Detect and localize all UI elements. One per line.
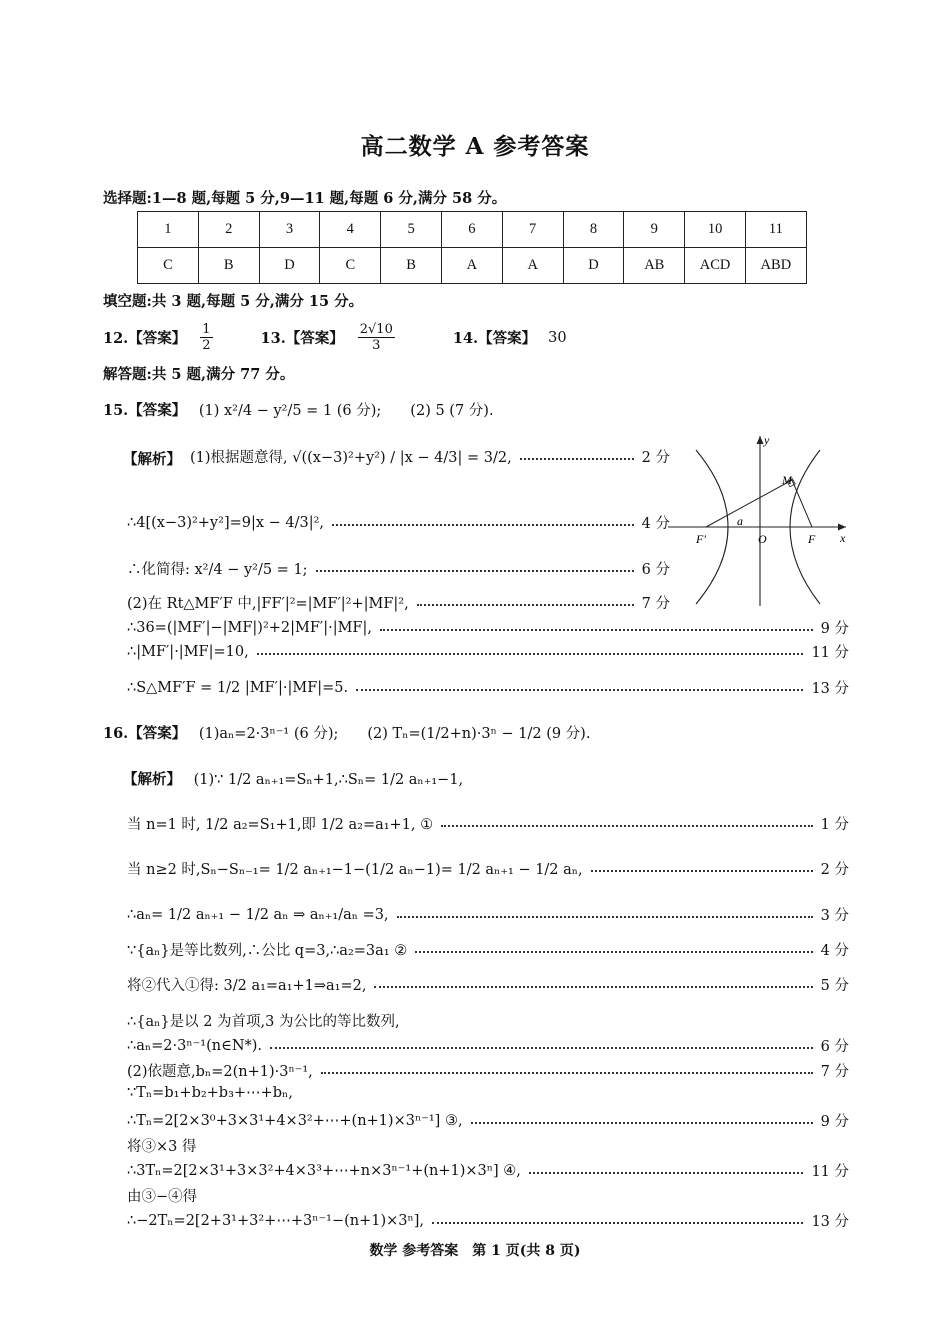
q15-answer-label: 15.【答案】 xyxy=(103,402,187,419)
q16-line-12 xyxy=(127,1160,849,1181)
q16-line-score: 2 分 xyxy=(820,862,849,878)
q16-line-14 xyxy=(127,1210,849,1231)
table-cell: A xyxy=(441,248,502,284)
q16-line-11 xyxy=(127,1135,849,1156)
q16-line-text: 将③×3 得 xyxy=(127,1139,197,1155)
q16-line-text: 当 n=1 时, 1/2 a₂=S₁+1,即 1/2 a₂=a₁+1, ① xyxy=(127,817,434,833)
table-cell: AB xyxy=(624,248,685,284)
q16-line-score: 4 分 xyxy=(820,943,849,959)
label-o: O xyxy=(758,532,767,546)
q15-line-3 xyxy=(127,558,670,579)
q16-line-text: ∴Tₙ=2[2×3⁰+3×3¹+4×3²+⋯+(n+1)×3ⁿ⁻¹] ③, xyxy=(127,1112,463,1129)
q16-line-4 xyxy=(127,939,849,960)
q16-intro xyxy=(123,768,463,789)
q16-line-score: 3 分 xyxy=(820,908,849,924)
q15-line-score: 4 分 xyxy=(641,516,670,532)
q12-fraction xyxy=(200,322,212,353)
table-cell: 2 xyxy=(198,212,259,248)
fill-answers xyxy=(103,322,567,353)
label-x: x xyxy=(840,531,846,545)
q16-answer-text: (1)aₙ=2·3ⁿ⁻¹ (6 分); (2) Tₙ=(1/2+n)·3ⁿ − 1/2 (9 分). xyxy=(198,726,591,742)
table-cell: 9 xyxy=(624,212,685,248)
q16-line-text: 将②代入①得: 3/2 a₁=a₁+1⇒a₁=2, xyxy=(127,978,367,994)
q16-line-text: 由③−④得 xyxy=(127,1189,198,1205)
q14-label: 14.【答案】 xyxy=(452,330,537,347)
q13-label: 13.【答案】 xyxy=(260,330,344,347)
q12-denominator: 2 xyxy=(202,338,211,353)
table-cell: 11 xyxy=(745,212,806,248)
q16-line-7 xyxy=(127,1035,849,1056)
q15-analysis-label: 【解析】 xyxy=(123,451,181,468)
q16-line-text: ∵Tₙ=b₁+b₂+b₃+⋯+bₙ, xyxy=(127,1085,293,1101)
label-alpha: a xyxy=(737,514,743,528)
q16-line-score: 13 分 xyxy=(811,1214,849,1230)
table-cell: D xyxy=(259,248,320,284)
q15-line-text: ∴S△MF′F = 1/2 |MF′|·|MF|=5. xyxy=(127,679,349,696)
q15-line-1 xyxy=(190,446,670,467)
y-axis-arrow-icon xyxy=(757,436,764,444)
q16-line-5 xyxy=(127,974,849,995)
label-y: y xyxy=(764,433,770,447)
q13-denominator: 3 xyxy=(372,338,381,353)
q16-line-text: (2)依题意,bₙ=2(n+1)·3ⁿ⁻¹, xyxy=(127,1064,313,1080)
q15-line-6 xyxy=(127,641,849,662)
q16-line-8 xyxy=(127,1060,849,1081)
q16-line-score: 5 分 xyxy=(820,978,849,994)
q15-line-2 xyxy=(127,512,670,533)
table-row-answers xyxy=(138,248,807,284)
q16-line-9 xyxy=(127,1085,849,1101)
label-f: F xyxy=(808,532,816,546)
table-cell: C xyxy=(320,248,381,284)
q16-line-2 xyxy=(127,858,849,879)
q16-intro-text: (1)∵ 1/2 aₙ₊₁=Sₙ+1,∴Sₙ= 1/2 aₙ₊₁−1, xyxy=(193,772,464,788)
table-cell: 3 xyxy=(259,212,320,248)
q16-line-text: ∵{aₙ}是等比数列,∴公比 q=3,∴a₂=3a₁ ② xyxy=(127,943,408,959)
q16-analysis-label: 【解析】 xyxy=(123,771,181,788)
table-row-numbers xyxy=(138,212,807,248)
q16-line-text: ∴3Tₙ=2[2×3¹+3×3²+4×3³+⋯+n×3ⁿ⁻¹+(n+1)×3ⁿ] ④, xyxy=(127,1162,521,1179)
table-cell: A xyxy=(502,248,563,284)
q16-line-text: ∴aₙ= 1/2 aₙ₊₁ − 1/2 aₙ ⇒ aₙ₊₁/aₙ =3, xyxy=(127,906,389,923)
q16-line-score: 7 分 xyxy=(820,1064,849,1080)
q15-line-score: 2 分 xyxy=(641,450,670,466)
page-footer: 数学 参考答案 第 1 页(共 8 页) xyxy=(369,1243,581,1259)
q15-line-text: ∴36=(|MF′|−|MF|)²+2|MF′|·|MF|, xyxy=(127,619,372,636)
q15-line-text: (1)根据题意得, √((x−3)²+y²) / |x − 4/3| = 3/2, xyxy=(190,450,512,466)
q15-line-text: (2)在 Rt△MF′F 中,|FF′|²=|MF′|²+|MF|², xyxy=(127,596,409,612)
q16-line-1 xyxy=(127,813,849,834)
q16-answer-label: 16.【答案】 xyxy=(103,725,187,742)
choice-answer-table xyxy=(137,211,807,284)
q16-line-score: 1 分 xyxy=(820,817,849,833)
solve-header: 解答题:共 5 题,满分 77 分。 xyxy=(103,366,295,383)
q16-line-6 xyxy=(127,1010,849,1031)
x-axis-arrow-icon xyxy=(838,524,846,531)
q15-line-score: 9 分 xyxy=(820,621,849,637)
table-cell: 5 xyxy=(381,212,442,248)
q13-fraction xyxy=(358,322,395,353)
q16-line-text: 当 n≥2 时,Sₙ−Sₙ₋₁= 1/2 aₙ₊₁−1−(1/2 aₙ−1)= 1/2 aₙ₊₁ − 1/2 aₙ, xyxy=(127,862,583,878)
label-m: M xyxy=(782,473,792,487)
q16-line-text: ∴{aₙ}是以 2 为首项,3 为公比的等比数列, xyxy=(127,1014,400,1030)
q15-line-5 xyxy=(127,617,849,638)
q15-line-text: ∴化简得: x²/4 − y²/5 = 1; xyxy=(127,562,308,578)
table-cell: 1 xyxy=(138,212,199,248)
q15-line-score: 6 分 xyxy=(641,562,670,578)
q15-line-text: ∴|MF′|·|MF|=10, xyxy=(127,643,249,660)
q15-line-score: 13 分 xyxy=(811,681,849,697)
table-cell: ABD xyxy=(745,248,806,284)
table-cell: 8 xyxy=(563,212,624,248)
page-title: 高二数学 A 参考答案 xyxy=(360,133,590,160)
table-cell: 7 xyxy=(502,212,563,248)
table-cell: 6 xyxy=(441,212,502,248)
q16-line-text: ∴aₙ=2·3ⁿ⁻¹(n∈N*). xyxy=(127,1037,263,1054)
q15-line-score: 7 分 xyxy=(641,596,670,612)
q16-line-text: ∴−2Tₙ=2[2+3¹+3²+⋯+3ⁿ⁻¹−(n+1)×3ⁿ], xyxy=(127,1212,425,1229)
q16-answer xyxy=(103,722,590,743)
q15-answer xyxy=(103,399,494,420)
table-cell: D xyxy=(563,248,624,284)
q16-line-13 xyxy=(127,1185,849,1206)
q16-line-score: 11 分 xyxy=(811,1164,849,1180)
fill-header: 填空题:共 3 题,每题 5 分,满分 15 分。 xyxy=(103,293,364,310)
q16-line-10 xyxy=(127,1110,849,1131)
q13-numerator: 2√10 xyxy=(359,322,393,337)
q15-answer-text: (1) x²/4 − y²/5 = 1 (6 分); (2) 5 (7 分). xyxy=(198,403,494,419)
q15-line-score: 11 分 xyxy=(811,645,849,661)
choice-header: 选择题:1—8 题,每题 5 分,9—11 题,每题 6 分,满分 58 分。 xyxy=(103,190,507,207)
q16-line-score: 6 分 xyxy=(820,1039,849,1055)
segment-mf xyxy=(792,480,812,527)
label-f-prime: F′ xyxy=(696,532,706,546)
q15-line-text: ∴4[(x−3)²+y²]=9|x − 4/3|², xyxy=(127,514,325,531)
table-cell: B xyxy=(198,248,259,284)
q15-line-4 xyxy=(127,592,670,613)
hyperbola-figure xyxy=(668,432,850,610)
q15-line-7 xyxy=(127,677,849,698)
q14-value: 30 xyxy=(548,329,567,346)
table-cell: 10 xyxy=(685,212,746,248)
q12-label: 12.【答案】 xyxy=(103,330,187,347)
q12-numerator: 1 xyxy=(202,322,211,337)
q16-line-3 xyxy=(127,904,849,925)
table-cell: 4 xyxy=(320,212,381,248)
q16-line-score: 9 分 xyxy=(820,1114,849,1130)
table-cell: C xyxy=(138,248,199,284)
table-cell: ACD xyxy=(685,248,746,284)
table-cell: B xyxy=(381,248,442,284)
